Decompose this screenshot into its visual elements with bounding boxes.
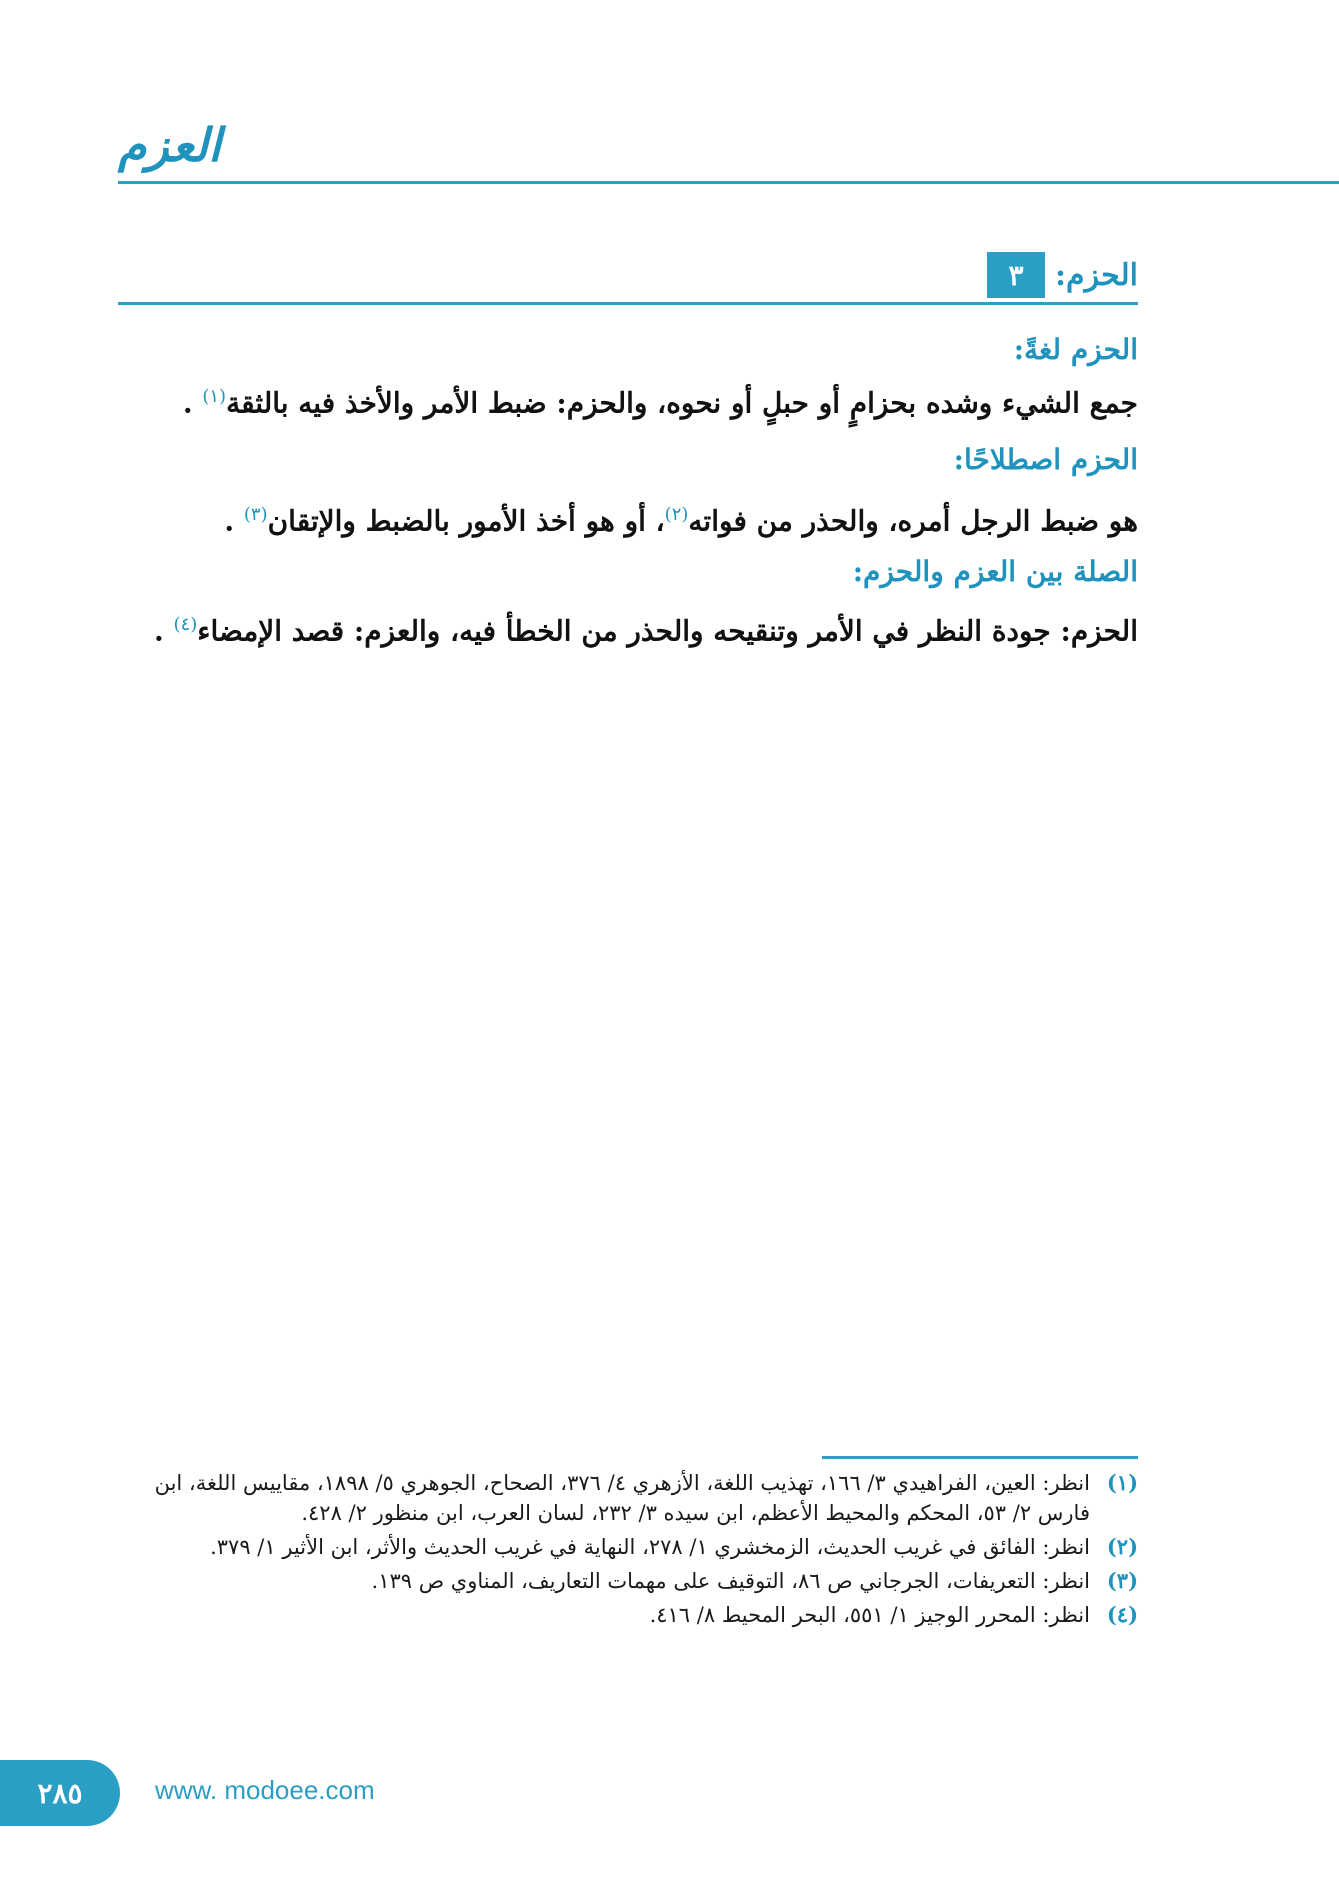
section-title: الحزم:	[1054, 257, 1138, 293]
relation-text: الحزم: جودة النظر في الأمر وتنقيحه والحذر من الخطأ فيه، والعزم: قصد الإمضاء	[197, 614, 1138, 648]
footnote-ref-2[interactable]: (٢)	[664, 504, 689, 525]
section-divider	[118, 302, 1138, 305]
footnote-text: انظر: العين، الفراهيدي ٣/ ١٦٦، تهذيب اللغة، الأزهري ٤/ ٣٧٦، الصحاح، الجوهري ٥/ ١٨٩٨، مقاييس اللغة، ابن فارس ٢/ ٥٣، المحكم والمحيط الأعظم، ابن سيده ٣/ ٢٣٢، لسان العرب، ابن منظور ٢/ ٤٢٨.	[154, 1471, 1090, 1525]
page-number: ٢٨٥	[0, 1760, 120, 1826]
term-text-b: ، أو هو أخذ الأمور بالضبط والإتقان	[267, 504, 665, 538]
site-url-link[interactable]: www. modoee.com	[155, 1775, 375, 1805]
footnotes	[118, 1468, 1138, 1634]
footnote-text: انظر: المحرر الوجيز ١/ ٥٥١، البحر المحيط ٨/ ٤١٦.	[649, 1603, 1090, 1627]
section-heading	[987, 252, 1138, 298]
footnote-number: (٤)	[1106, 1602, 1138, 1627]
period: .	[154, 614, 164, 648]
footnote-text: انظر: الفائق في غريب الحديث، الزمخشري ١/ ٢٧٨، النهاية في غريب الحديث والأثر، ابن الأثير ١/ ٣٧٩.	[210, 1535, 1090, 1559]
footnote-number: (٢)	[1106, 1534, 1138, 1559]
footnote-text: انظر: التعريفات، الجرجاني ص ٨٦، التوقيف على مهمات التعاريف، المناوي ص ١٣٩.	[371, 1569, 1090, 1593]
lang-text: جمع الشيء وشده بحزامٍ أو حبلٍ أو نحوه، والحزم: ضبط الأمر والأخذ فيه بالثقة	[226, 386, 1138, 420]
footnote-ref-3[interactable]: (٣)	[243, 504, 268, 525]
period: .	[182, 386, 193, 420]
period: .	[224, 504, 235, 538]
footnote-ref-4[interactable]: (٤)	[173, 614, 198, 635]
lang-paragraph	[118, 376, 1138, 424]
term-definition	[118, 440, 1138, 542]
footnote-item	[118, 1532, 1138, 1562]
header-divider	[118, 181, 1339, 184]
footnote-item	[118, 1566, 1138, 1596]
footnote-divider	[822, 1456, 1138, 1459]
relation-paragraph	[118, 604, 1138, 652]
term-paragraph	[118, 494, 1138, 542]
footnote-item	[118, 1600, 1138, 1630]
term-heading: الحزم اصطلاحًا:	[953, 443, 1138, 476]
footnote-number: (١)	[1106, 1470, 1138, 1495]
lang-definition	[118, 330, 1138, 424]
footnote-ref-1[interactable]: (١)	[202, 386, 227, 407]
relation-section	[118, 552, 1138, 652]
lang-heading: الحزم لغةً:	[1013, 333, 1138, 366]
chapter-title: العزم	[118, 118, 221, 172]
footnote-number: (٣)	[1106, 1568, 1138, 1593]
term-text-a: هو ضبط الرجل أمره، والحذر من فواته	[688, 504, 1138, 538]
relation-heading: الصلة بين العزم والحزم:	[852, 555, 1138, 588]
section-number: ٣	[987, 252, 1045, 298]
footnote-item	[118, 1468, 1138, 1528]
